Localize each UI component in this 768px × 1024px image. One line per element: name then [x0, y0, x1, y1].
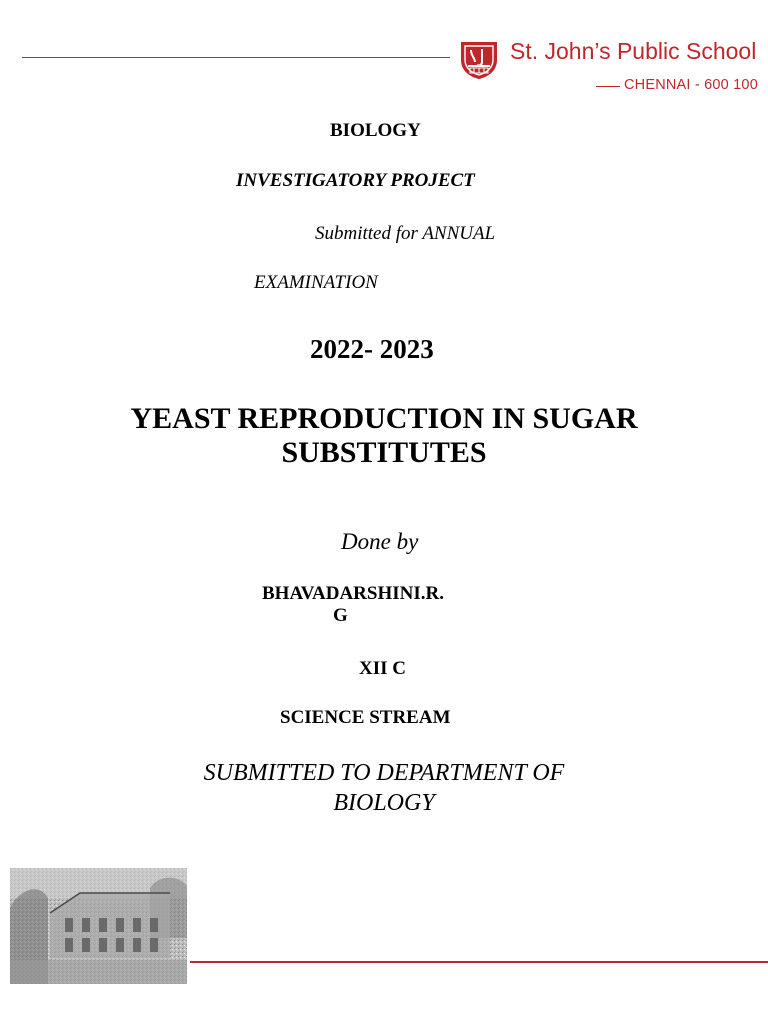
- school-name: St. John’s Public School: [510, 38, 757, 64]
- project-type: INVESTIGATORY PROJECT: [236, 170, 475, 191]
- examination-label: EXAMINATION: [254, 272, 378, 293]
- submitted-to-line2: BIOLOGY: [333, 790, 435, 816]
- student-name-line1: BHAVADARSHINI.R.: [262, 583, 444, 604]
- done-by-label: Done by: [341, 529, 419, 554]
- school-building-photo: [10, 868, 187, 984]
- submitted-to-line1: SUBMITTED TO DEPARTMENT OF: [203, 760, 565, 786]
- submitted-to: [84, 758, 684, 818]
- academic-year: 2022- 2023: [310, 334, 434, 364]
- header-rule: [22, 57, 450, 58]
- stream-label: SCIENCE STREAM: [280, 707, 451, 728]
- submitted-for: Submitted for ANNUAL: [315, 223, 496, 244]
- project-title-line2: SUBSTITUTES: [281, 436, 487, 469]
- project-title-line1: YEAST REPRODUCTION IN SUGAR: [130, 402, 638, 435]
- project-title: [84, 402, 684, 470]
- class-label: XII C: [359, 658, 406, 679]
- student-name-line2: G: [333, 605, 348, 626]
- footer-rule: [190, 961, 768, 963]
- subject-heading: BIOLOGY: [330, 120, 421, 141]
- school-city: CHENNAI - 600 100: [624, 77, 758, 93]
- school-crest-icon: [458, 40, 500, 80]
- student-name: [262, 583, 444, 627]
